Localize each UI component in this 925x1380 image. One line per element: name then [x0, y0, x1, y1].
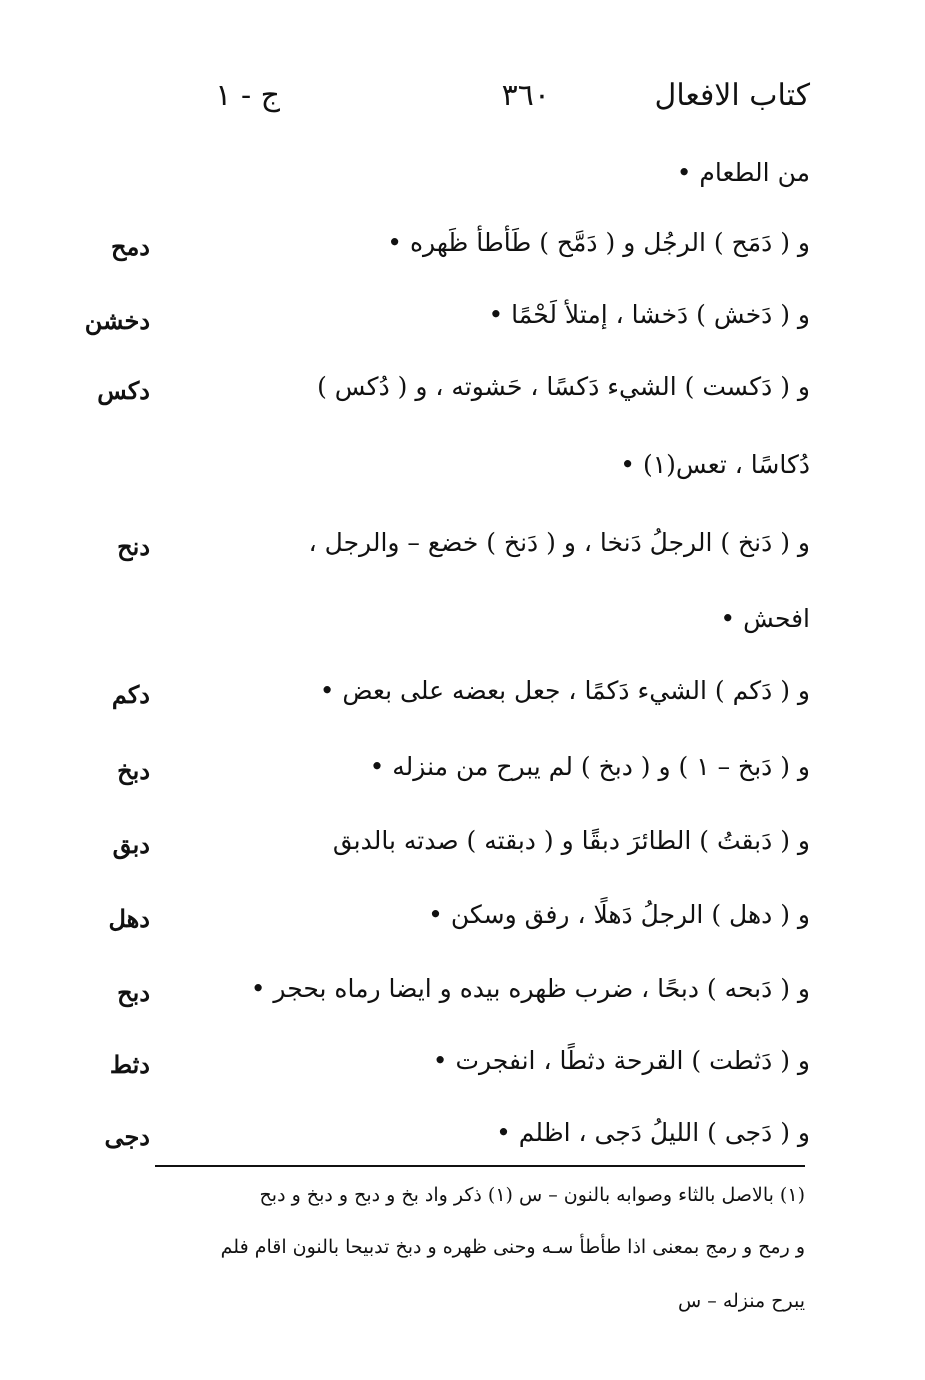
page-header: [160, 78, 810, 128]
footnote-line: (١) بالاصل بالثاء وصوابه بالنون – س (١) ذكر واد بخ و دبح و دبخ و دبح: [259, 1184, 805, 1206]
text-line: و ( دَبحه ) دبحًا ، ضرب ظهره بيده و ايضا رماه بحجر •: [250, 974, 810, 1003]
book-title: كتاب الافعال: [654, 78, 810, 113]
text-line: من الطعام •: [676, 158, 810, 187]
page-number: ٣٦٠: [501, 78, 550, 113]
text-line: و ( دَجى ) الليلُ دَجى ، اظلم •: [496, 1118, 810, 1147]
text-line: و ( دَكم ) الشيء دَكمًا ، جعل بعضه على بعض •: [319, 676, 810, 705]
margin-headword: دكم: [111, 680, 150, 709]
footnote-line: و رمح و رمج بمعنى اذا طأطأ سـه وحنى ظهره و دبخ تدبيحا بالنون اقام فلم: [220, 1236, 805, 1258]
text-line: و ( دَكست ) الشيء دَكسًا ، حَشوته ، و ( دُكس ): [317, 372, 810, 401]
text-line: و ( دَنخ ) الرجلُ دَنخا ، و ( دَنخ ) خضع – والرجل ،: [308, 528, 810, 557]
margin-headword: دبق: [112, 830, 150, 859]
margin-headword: دنح: [117, 532, 150, 561]
text-line: دُكاسًا ، تعس(١) •: [620, 450, 810, 479]
text-line: و ( دَثطت ) القرحة دثطًا ، انفجرت •: [432, 1046, 810, 1075]
margin-headword: دثط: [109, 1050, 150, 1079]
text-line: و ( دهل ) الرجلُ دَهلًا ، رفق وسكن •: [428, 900, 810, 929]
text-line: و ( دَخش ) دَخشا ، إمتلأ لَحْمًا •: [488, 300, 810, 329]
margin-headword: دكس: [97, 376, 150, 405]
text-line: و ( دَبقتُ ) الطائرَ دبقًا و ( دبقته ) صدته بالدبق: [332, 826, 810, 855]
margin-headword: دمح: [110, 232, 150, 261]
margin-headword: دبح: [117, 978, 150, 1007]
margin-headword: دجى: [104, 1122, 150, 1151]
footnote-line: يبرح منزله – س: [678, 1290, 805, 1312]
margin-headword: دخشن: [84, 306, 150, 335]
footnote-rule: [155, 1165, 805, 1167]
volume-number: ج - ١: [215, 78, 280, 113]
margin-headword: دهل: [108, 904, 150, 933]
text-line: و ( دَبخ – ١ ) و ( دبخ ) لم يبرح من منزله •: [369, 752, 810, 781]
text-line: و ( دَمَح ) الرجُل و ( دَمَّح ) طَأطأ ظَهره •: [387, 228, 810, 257]
text-line: افحش •: [720, 604, 810, 633]
margin-headword: دبخ: [117, 756, 150, 785]
